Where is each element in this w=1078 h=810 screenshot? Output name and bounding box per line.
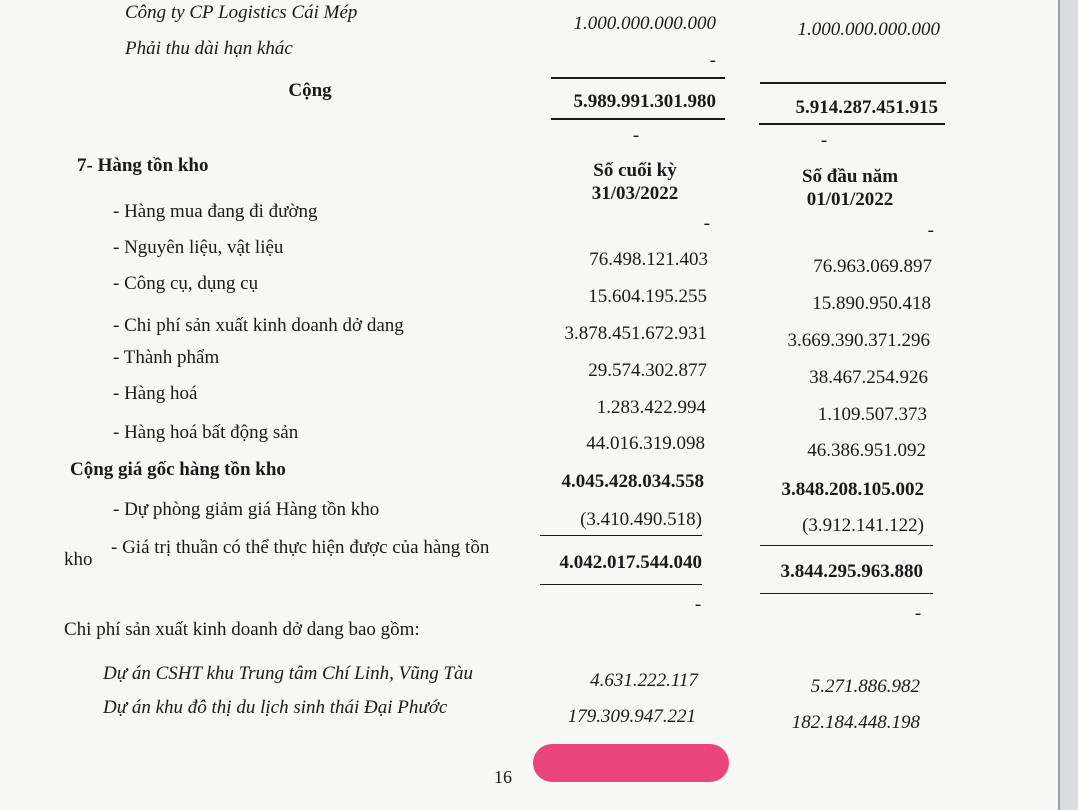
row-logistics-label: Công ty CP Logistics Cái Mép: [125, 2, 358, 23]
provision-label: - Dự phòng giảm giá Hàng tồn kho: [113, 499, 380, 520]
rule-net-top-end: [540, 535, 702, 536]
inv-row-begin: 15.890.950.418: [812, 293, 931, 314]
page-edge: [1060, 0, 1078, 810]
rule-net-bottom-end: [540, 584, 702, 585]
total-begin: 5.914.287.451.915: [795, 97, 938, 118]
cost-total-label: Cộng giá gốc hàng tồn kho: [70, 459, 286, 480]
net-begin: 3.844.295.963.880: [780, 561, 923, 582]
inv-row-label: - Chi phí sản xuất kinh doanh dở dang: [113, 315, 404, 336]
total-label: Cộng: [288, 80, 332, 101]
inv-row-begin: 3.669.390.371.296: [787, 330, 930, 351]
total-end: 5.989.991.301.980: [573, 91, 716, 112]
net-dash-end: -: [694, 594, 702, 615]
inv-row-end: -: [703, 213, 710, 234]
inv-row-label: - Hàng hoá bất động sản: [113, 422, 299, 443]
row-other-receivables-label: Phải thu dài hạn khác: [125, 38, 293, 59]
page-number: 16: [494, 767, 512, 787]
inv-row-begin: 1.109.507.373: [817, 404, 927, 425]
inv-row-begin: 38.467.254.926: [809, 367, 928, 388]
col-header-end-line1: Số cuối kỳ: [593, 160, 677, 181]
total-dash-end: -: [632, 125, 640, 146]
wip-item-end: 179.309.947.221: [567, 706, 696, 727]
inv-row-label: - Hàng hoá: [113, 383, 198, 404]
col-header-end-line2: 31/03/2022: [591, 183, 679, 204]
col-header-begin-line2: 01/01/2022: [806, 189, 894, 210]
inv-row-label: - Thành phẩm: [113, 347, 220, 368]
col-header-begin-line1: Số đầu năm: [801, 166, 899, 187]
provision-begin: (3.912.141.122): [802, 515, 924, 536]
inv-row-end: 29.574.302.877: [588, 360, 707, 381]
row-other-receivables-end: -: [709, 50, 716, 71]
inv-row-end: 76.498.121.403: [589, 249, 708, 270]
inv-row-end: 15.604.195.255: [588, 286, 707, 307]
net-dash-begin: -: [914, 603, 922, 624]
wip-item-begin: 182.184.448.198: [791, 712, 920, 733]
redaction-mark: [533, 744, 729, 782]
inv-row-begin: 46.386.951.092: [807, 440, 926, 461]
cost-total-begin: 3.848.208.105.002: [781, 479, 924, 500]
rule-net-top-begin: [760, 545, 933, 546]
inv-row-label: - Nguyên liệu, vật liệu: [113, 237, 284, 258]
provision-end: (3.410.490.518): [580, 509, 702, 530]
wip-item-label: Dự án CSHT khu Trung tâm Chí Linh, Vũng Tàu: [103, 663, 474, 684]
inv-row-begin: 76.963.069.897: [813, 256, 932, 277]
rule-total-bottom-begin: [759, 123, 945, 125]
inv-row-begin: -: [927, 220, 934, 241]
inv-row-label: - Hàng mua đang đi đường: [113, 201, 318, 222]
wip-intro: Chi phí sản xuất kinh doanh dở dang bao gồm:: [64, 619, 420, 640]
rule-total-top-end: [551, 77, 725, 79]
cost-total-end: 4.045.428.034.558: [561, 471, 704, 492]
inv-row-label: - Công cụ, dụng cụ: [113, 273, 259, 294]
net-label-line1: - Giá trị thuần có thể thực hiện được của hàng tồn: [111, 537, 490, 558]
rule-net-bottom-begin: [760, 593, 933, 594]
inv-row-end: 1.283.422.994: [596, 397, 706, 418]
net-end: 4.042.017.544.040: [559, 552, 702, 573]
wip-item-begin: 5.271.886.982: [810, 676, 920, 697]
row-logistics-begin: 1.000.000.000.000: [797, 19, 940, 40]
rule-total-top-begin: [760, 82, 946, 84]
net-label-line2: kho: [64, 549, 93, 570]
inv-row-end: 3.878.451.672.931: [564, 323, 707, 344]
section-title: 7- Hàng tồn kho: [77, 155, 209, 176]
total-dash-begin: -: [820, 130, 828, 151]
rule-total-bottom-end: [551, 118, 725, 120]
inv-row-end: 44.016.319.098: [586, 433, 705, 454]
wip-item-label: Dự án khu đô thị du lịch sinh thái Đại Phước: [103, 697, 448, 718]
wip-item-end: 4.631.222.117: [590, 670, 698, 691]
row-logistics-end: 1.000.000.000.000: [573, 13, 716, 34]
